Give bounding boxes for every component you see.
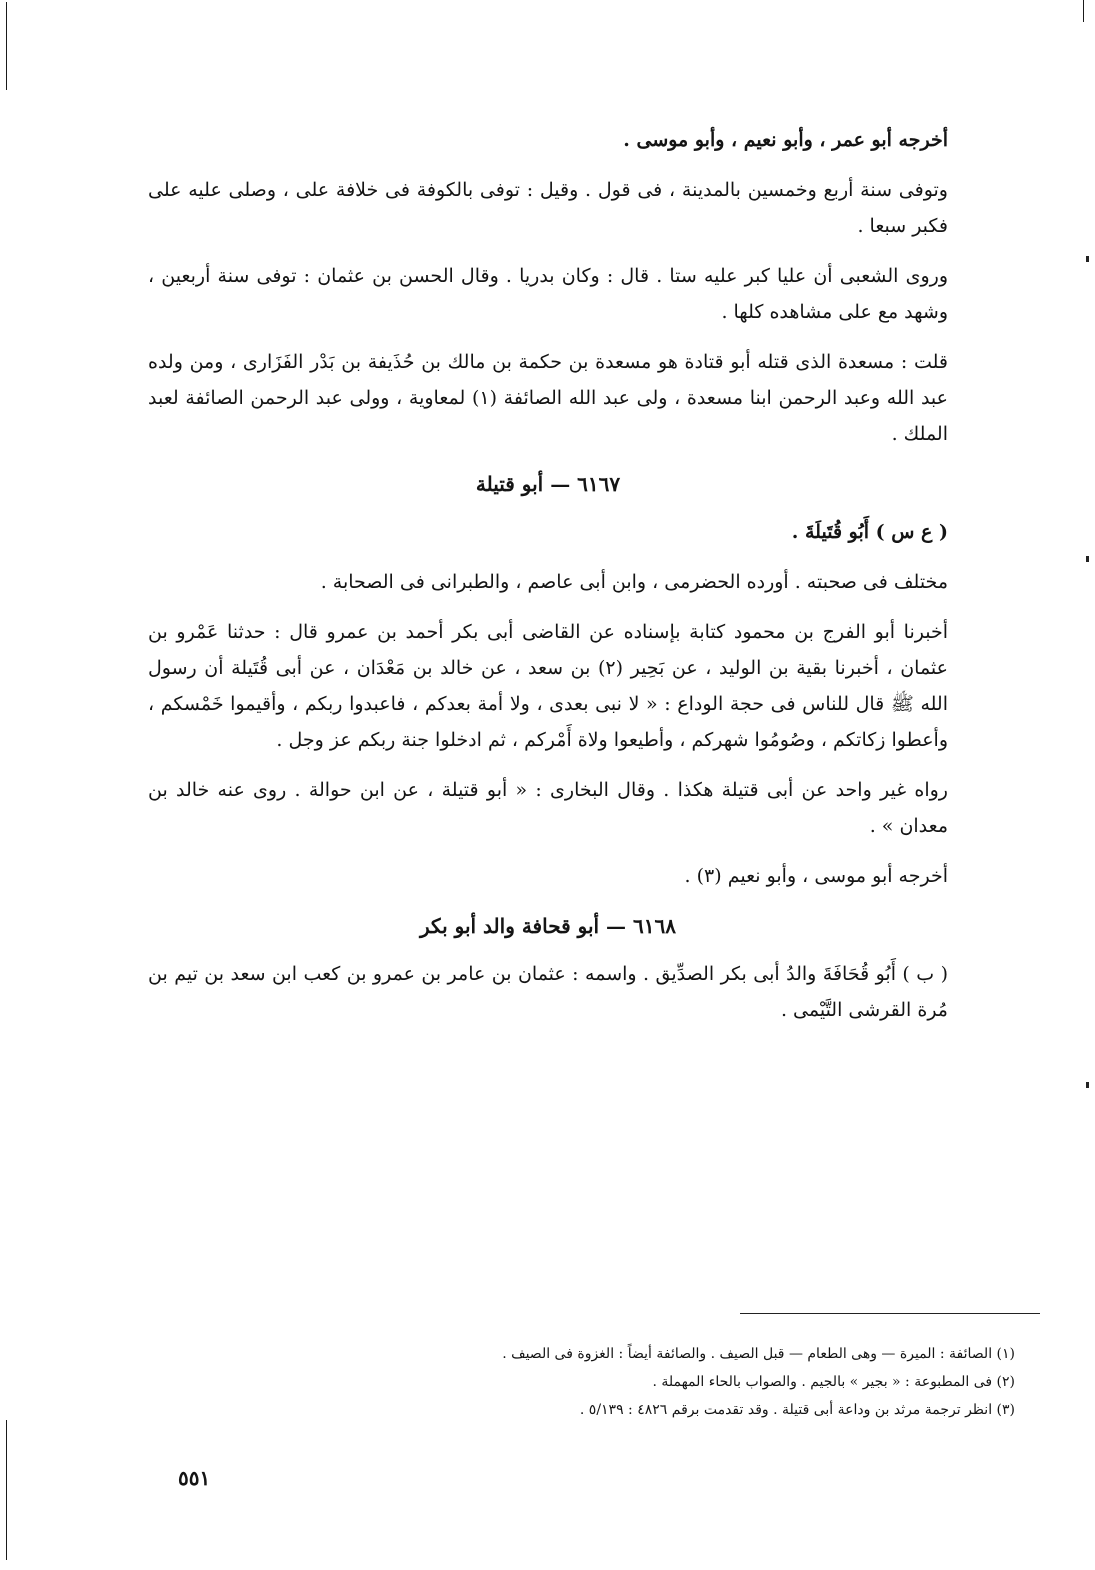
paragraph-2: وتوفى سنة أربع وخمسين بالمدينة ، فى قول . وقيل : توفى بالكوفة فى خلافة على ، وصلى عليه على فكبر سبعا . xyxy=(148,179,948,237)
scan-edge-bottom xyxy=(6,1420,7,1560)
margin-mark xyxy=(1086,256,1089,262)
paragraph-9: أخرجه أبو موسى ، وأبو نعيم (٣) . xyxy=(684,865,948,887)
paragraph-5: ( ع س ) أَبُو قُتَيلَةَ . xyxy=(791,521,948,543)
paragraph-1: أخرجه أبو عمر ، وأبو نعيم ، وأبو موسى . xyxy=(623,129,948,151)
entry-heading-6168: ٦١٦٨ — أبو قحافة والد أبو بكر xyxy=(420,914,676,938)
paragraph-4: قلت : مسعدة الذى قتله أبو قتادة هو مسعدة بن حكمة بن مالك بن حُذَيفة بن بَدْر الفَزَارى ، ومن ولده عبد الله وعبد الرحمن ابنا مسعدة ، ولى عبد الله الصائفة (١) لمعاوية ، وولى عبد الرحمن الصائفة لعبد الملك . xyxy=(148,351,948,445)
margin-mark xyxy=(1086,1082,1089,1088)
footnote-1: (١) الصائفة : الميرة — وهى الطعام — قبل الصيف . والصائفة أيضاً : الغزوة فى الصيف . xyxy=(502,1346,1015,1362)
paragraph-3: وروى الشعبى أن عليا كبر عليه ستا . قال : وكان بدريا . وقال الحسن بن عثمان : توفى سنة أربعين ، وشهد مع على مشاهده كلها . xyxy=(148,265,948,323)
page-number: ٥٥١ xyxy=(178,1466,211,1490)
page-body xyxy=(148,122,948,1042)
margin-mark xyxy=(1086,556,1089,562)
paragraph-8: رواه غير واحد عن أبى قتيلة هكذا . وقال البخارى : « أبو قتيلة ، عن ابن حوالة . روى عنه خالد بن معدان » . xyxy=(148,779,948,837)
paragraph-6: مختلف فى صحبته . أورده الحضرمى ، وابن أبى عاصم ، والطبرانى فى الصحابة . xyxy=(320,571,948,593)
paragraph-10: ( ب ) أَبُو قُحَافَةَ والدُ أبى بكر الصدِّيق . واسمه : عثمان بن عامر بن عمرو بن كعب ابن سعد بن تيم بن مُرة القرشى التَّيْمى . xyxy=(148,963,948,1021)
footnotes xyxy=(395,1340,1015,1424)
footnote-divider xyxy=(740,1313,1040,1314)
entry-heading-6167: ٦١٦٧ — أبو قتيلة xyxy=(475,472,621,496)
paragraph-7: أخبرنا أبو الفرج بن محمود كتابة بإسناده عن القاضى أبى بكر أحمد بن عمرو قال : حدثنا عَمْرو بن عثمان ، أخبرنا بقية بن الوليد ، عن بَحِير (٢) بن سعد ، عن خالد بن مَعْدَان ، عن أبى قُتَيلة أن رسول الله ﷺ قال للناس فى حجة الوداع : « لا نبى بعدى ، ولا أمة بعدكم ، فاعبدوا ربكم ، وأقيموا خَمْسكم ، وأعطوا زكاتكم ، وصُومُوا شهركم ، وأطيعوا ولاة أَمْركم ، ثم ادخلوا جنة ربكم عز وجل . xyxy=(148,621,948,751)
footnote-2: (٢) فى المطبوعة : « بجير » بالجيم . والصواب بالحاء المهملة . xyxy=(652,1374,1015,1390)
footnote-3: (٣) انظر ترجمة مرثد بن وداعة أبى قتيلة . وقد تقدمت برقم ٤٨٢٦ : ٥/١٣٩ . xyxy=(579,1402,1015,1418)
scan-edge-right xyxy=(1083,0,1084,22)
scan-edge-top xyxy=(6,2,7,90)
